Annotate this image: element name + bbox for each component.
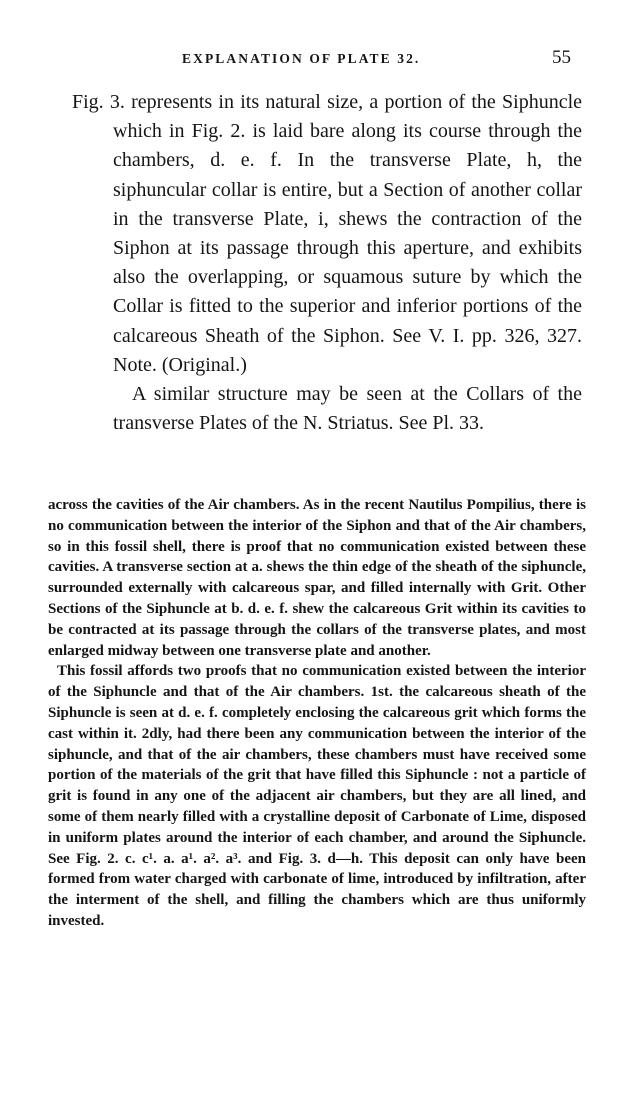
page-number: 55 [552,47,571,68]
plate-explanation [72,88,582,438]
similar-structure-paragraph: A similar structure may be seen at the Collars of the transverse Plates of the N. Striatus. See Pl. 33. [113,383,582,435]
fig3-paragraph [72,88,582,380]
fig3-label: Fig. 3. [72,91,125,113]
running-title: EXPLANATION OF PLATE 32. [182,51,421,66]
running-head [0,47,640,71]
main-text [48,495,586,932]
fig3-text: represents in its natural size, a portion of the Siphuncle which in Fig. 2. is laid bare along its course through the chambers, d. e. f. In the transverse Plate, h, the siphuncular collar is entire, but a Section of another collar in the transverse Plate, i, shews the contraction of the Siphon at its passage through this aperture, and exhibits also the overlapping, or squamous suture by which the Collar is fitted to the superior and inferior portions of the calcareous Sheath of the Siphon. See V. I. pp. 326, 327. Note. (Original.) [113,91,583,376]
main-paragraph-2: This fossil affords two proofs that no communication existed between the interior of the Siphuncle and that of the Air chambers. 1st. the calcareous sheath of the Siphuncle is seen at d. e. f. completely enclosing the calcareous grit which forms the cast within it. 2dly, had there been any communication between the interior of the siphuncle, and that of the air chambers, these chambers must have received some portion of the materials of the grit that have filled this Siphuncle : not a particle of grit is found in any one of the adjacent air chambers, but they are all lined, and some of them nearly filled with a crystalline deposit of Carbonate of Lime, disposed in uniform plates around the interior of each chamber, and around the Siphuncle. See Fig. 2. c. c¹. a. a¹. a². a³. and Fig. 3. d—h. This deposit can only have been formed from water charged with carbonate of lime, introduced by infiltration, after the interment of the shell, and filling the chambers which are thus uniformly invested. [48,663,586,929]
main-paragraph-1: across the cavities of the Air chambers. As in the recent Nautilus Pompilius, there is no communication between the interior of the Siphon and that of the Air chambers, so in this fossil shell, there is proof that no communication existed between these cavities. A transverse section at a. shews the thin edge of the sheath of the siphuncle, surrounded externally with calcareous spar, and filled internally with Grit. Other Sections of the Siphuncle at b. d. e. f. shew the calcareous Grit within its cavities to be contracted at its passage through the collars of the transverse plates, and most enlarged midway between one transverse plate and another. [48,497,586,659]
